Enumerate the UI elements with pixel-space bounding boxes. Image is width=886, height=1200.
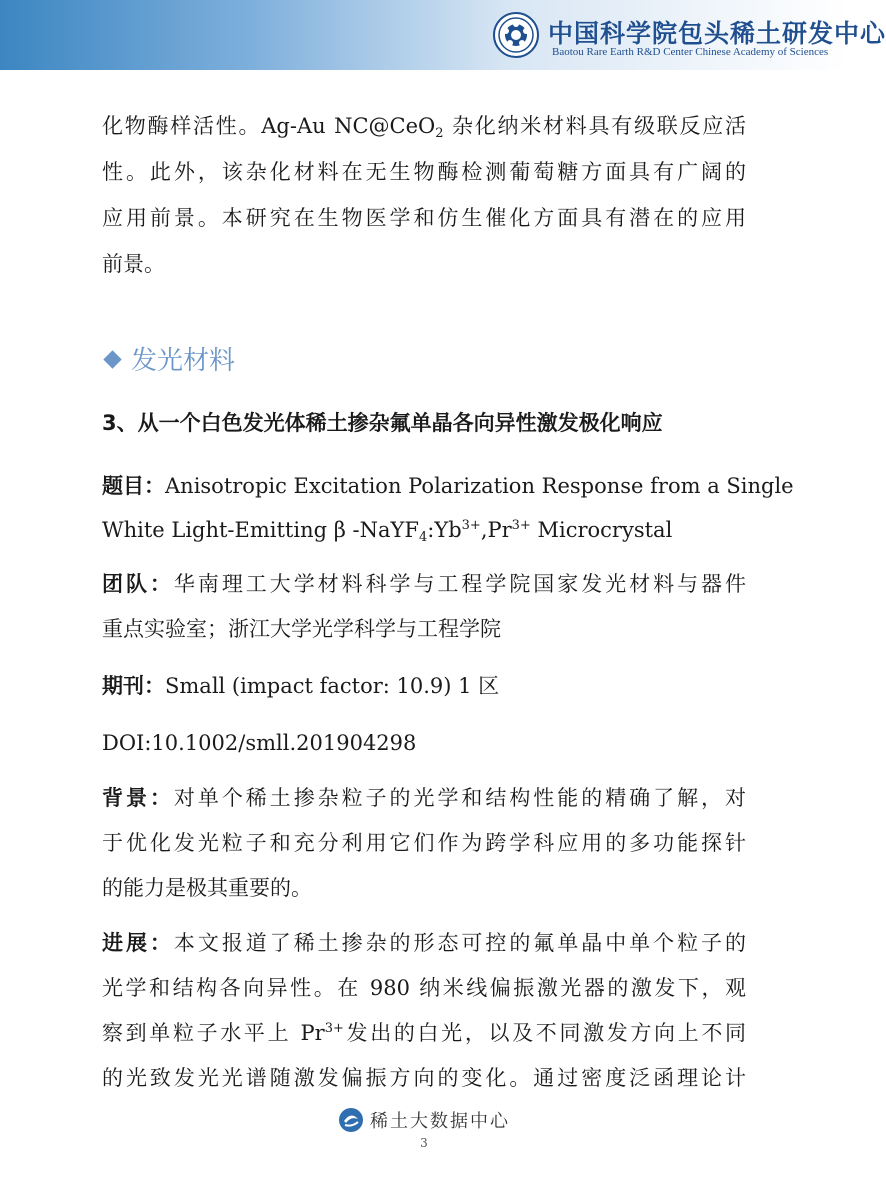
progress-line-3: 察到单粒子水平上 $Pr^{3+}$发出的白光，以及不同激发方向上不同 <box>102 1021 747 1045</box>
title-line-1: 题目：Anisotropic Excitation Polarization Response from a Single <box>102 473 794 498</box>
progress-line-4: 的光致发光光谱随激发偏振方向的变化。通过密度泛函理论计 <box>102 1066 746 1090</box>
intro-line-4: 前景。 <box>102 252 165 276</box>
page-header <box>0 0 886 70</box>
intro-line-2: 性。此外，该杂化材料在无生物酶检测葡萄糖方面具有广阔的 <box>102 160 746 184</box>
rare-earth-data-icon <box>338 1107 364 1133</box>
brand-name-cn: 中国科学院包头稀土研发中心 <box>548 19 886 48</box>
page-number: 3 <box>420 1136 428 1150</box>
cas-logo-icon <box>493 12 539 58</box>
intro-line-1: 化物酶样活性。Ag-Au NC@CeO$_2$ 杂化纳米材料具有级联反应活 <box>102 114 746 141</box>
article-heading: 3、从一个白色发光体稀土掺杂氟单晶各向异性激发极化响应 <box>102 411 663 435</box>
progress-line-1: 进展：本文报道了稀土掺杂的形态可控的氟单晶中单个粒子的 <box>102 930 747 955</box>
team-line-2: 重点实验室；浙江大学光学科学与工程学院 <box>102 617 501 641</box>
journal-line: 期刊：Small (impact factor: 10.9) 1 区 <box>102 673 500 698</box>
background-line-2: 于优化发光粒子和充分利用它们作为跨学科应用的多功能探针 <box>102 831 746 855</box>
section-heading: 发光材料 <box>104 340 235 377</box>
progress-line-2: 光学和结构各向异性。在 980 纳米线偏振激光器的激发下，观 <box>102 976 746 1000</box>
title-line-2: White Light-Emitting β $-NaYF_4:Yb^{3+},Pr^{3+}$ Microcrystal <box>102 518 673 545</box>
brand-name-en: Baotou Rare Earth R&D Center Chinese Academy of Sciences <box>552 46 829 58</box>
team-line-1: 团队：华南理工大学材料科学与工程学院国家发光材料与器件 <box>102 571 747 596</box>
footer-text: 稀土大数据中心 <box>370 1111 510 1132</box>
page-footer <box>0 1107 848 1133</box>
diamond-bullet-icon <box>103 350 121 368</box>
doi-line: DOI:10.1002/smll.201904298 <box>102 731 417 755</box>
background-line-1: 背景：对单个稀土掺杂粒子的光学和结构性能的精确了解，对 <box>102 785 747 810</box>
background-line-3: 的能力是极其重要的。 <box>102 876 312 900</box>
intro-line-3: 应用前景。本研究在生物医学和仿生催化方面具有潜在的应用 <box>102 206 746 230</box>
